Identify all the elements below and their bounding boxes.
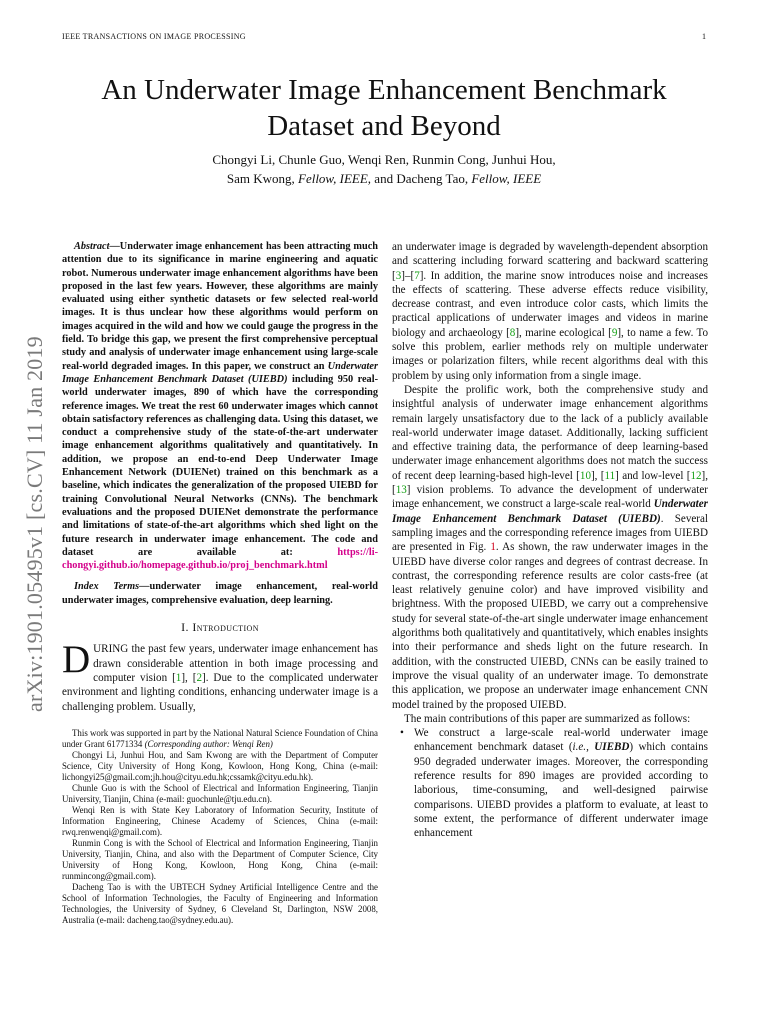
arxiv-stamp: arXiv:1901.05495v1 [cs.CV] 11 Jan 2019	[22, 336, 47, 712]
footnotes	[62, 728, 378, 926]
paragraph: Despite the prolific work, both the comprehensive study and insightful analysis of underwater image enhancement algorithms remain largely unsatisfactory due to the lack of a publicly available real-world underwater image dataset. Additionally, lacking sufficient and effective training data, the performance of deep learning-based underwater image enhancement algorithms does not match the success of recent deep learning-based high-level [10], [11] and low-level [12], [13] vision problems. To advance the development of underwater image enhancement, we construct a large-scale real-world Underwater Image Enhancement Benchmark Dataset (UIEBD). Several sampling images and the corresponding reference images from UIEBD are presented in Fig. 1. As shown, the raw underwater images in the UIEBD have diverse color ranges and degrees of contrast decrease. In contrast, the corresponding reference results are color casts-free (at least relatively genuine color) and have improved visibility and brightness. With the proposed UIEBD, we carry out a comprehensive study for several state-of-the-art single underwater image enhancement algorithms both qualitatively and quantitatively, which enables insights into their performance and sheds light on the future research. In addition, with the constructed UIEBD, CNNs can be easily trained to improve the visual quality of an underwater image. To demonstrate this application, we propose an underwater image enhancement CNN model trained by the proposed UIEBD.	[392, 383, 709, 711]
citation-link[interactable]: 12	[690, 469, 702, 482]
title-line-1: An Underwater Image Enhancement Benchmark	[101, 74, 667, 106]
citation-link[interactable]: 9	[611, 326, 618, 339]
journal-header: IEEE TRANSACTIONS ON IMAGE PROCESSING	[62, 32, 246, 41]
section-heading-introduction: I. Introduction	[181, 620, 259, 635]
drop-cap: D	[62, 638, 91, 682]
title-line-2: Dataset and Beyond	[267, 110, 501, 142]
author-list	[60, 150, 708, 188]
page-number: 1	[702, 32, 707, 41]
right-column	[392, 240, 708, 840]
footnote: Dacheng Tao is with the UBTECH Sydney Artificial Intelligence Centre and the School of Information Technologies, the Faculty of Engineering and Information Technologies, the University of Sydney, 6 Cleveland St, Darlington, NSW 2008, Australia (e-mail: dacheng.tao@sydney.edu.au).	[62, 881, 378, 925]
footnote: Chongyi Li, Junhui Hou, and Sam Kwong are with the Department of Computer Science, City University of Hong Kong, Kowloon, Hong Kong, China (e-mail: lichongyi25@gmail.com;jh.hou@cityu.edu.hk;cssamk@cityu.edu.hk).	[62, 749, 378, 782]
footnote: Runmin Cong is with the School of Electrical and Information Engineering, Tianjin University, Tianjin, China, and also with the Department of Computer Science, City University of Hong Kong, Kowloon, Hong Kong, China (e-mail: runmincong@gmail.com).	[62, 837, 378, 881]
authors-line-1: Chongyi Li, Chunle Guo, Wenqi Ren, Runmin Cong, Junhui Hou,	[212, 152, 556, 167]
figure-link[interactable]: 1	[490, 541, 496, 554]
footnote: Chunle Guo is with the School of Electrical and Information Engineering, Tianjin University, Tianjin, China (e-mail: guochunle@tju.edu.cn).	[62, 782, 378, 804]
paragraph: an underwater image is degraded by wavelength-dependent absorption and scattering including forward scattering and backward scattering [3]–[7]. In addition, the marine snow introduces noise and increases the effects of scattering. These adverse effects reduce visibility, decrease contrast, and even introduce color casts, which limits the practical applications of underwater images and videos in marine biology and archaeology [8], marine ecological [9], to name a few. To solve this problem, earlier methods rely on multiple underwater images or polarization filters, while recent algorithms deal with this problem by using only information from a single image.	[392, 241, 709, 382]
contribution-bullet: • We construct a large-scale real-world underwater image enhancement benchmark dataset (i.e., UIEBD) which contains 950 degraded underwater images. Moreover, the corresponding reference results for 890 images are provided according to laborious, time-consuming, and well-designed pairwise comparisons. UIEBD provides a platform to evaluate, at least to some extent, the performance of different underwater image enhancement	[400, 727, 708, 840]
citation-link[interactable]: 8	[509, 326, 516, 339]
left-column	[62, 240, 378, 926]
paragraph: The main contributions of this paper are summarized as follows:	[404, 712, 691, 725]
citation-link[interactable]: 1	[175, 671, 182, 684]
abstract: Abstract—Underwater image enhancement has been attracting much attention due to its significance in marine engineering and aquatic robot. Numerous underwater image enhancement algorithms have been proposed in the last few years. However, these algorithms are mainly evaluated using either synthetic datasets or few selected real-world images. It is thus unclear how these algorithms would perform on images acquired in the wild and how we could gauge the progress in the field. To bridge this gap, we present the first comprehensive perceptual study and analysis of underwater image enhancement using large-scale real-world degraded images. In this paper, we construct an Underwater Image Enhancement Benchmark Dataset (UIEBD) including 950 real-world underwater images, 890 of which have the corresponding reference images. We treat the rest 60 underwater images which cannot obtain satisfactory references as challenging data. Using this dataset, we conduct a comprehensive study of the state-of-the-art underwater image enhancement algorithms qualitatively and quantitatively. In addition, we propose an end-to-end Deep Underwater Image Enhancement Network (DUIENet) trained on this benchmark as a baseline, which indicates the generalization of the proposed UIEBD for training Convolutional Neural Networks (CNNs). The benchmark evaluations and the proposed DUIENet demonstrate the performance and limitations of state-of-the-art algorithms which shed light on the future research in underwater image enhancement. The code and dataset are available at: https://li-chongyi.github.io/homepage.github.io/proj_benchmark.html	[62, 241, 378, 572]
paper-title	[60, 72, 708, 144]
footnote: Wenqi Ren is with State Key Laboratory of Information Security, Institute of Information Engineering, Chinese Academy of Sciences, China (e-mail: rwq.renwenqi@gmail.com).	[62, 804, 378, 837]
authors-line-2: Sam Kwong, Fellow, IEEE, and Dacheng Tao, Fellow, IEEE	[226, 171, 542, 186]
citation-link[interactable]: 11	[604, 469, 616, 482]
citation-link[interactable]: 3	[395, 269, 402, 282]
intro-paragraph: DURING the past few years, underwater image enhancement has drawn considerable attention in both image processing and computer vision [1], [2]. Due to the complicated underwater environment and lighting conditions, enhancing underwater image is a challenging problem. Usually,	[62, 638, 379, 713]
footnote: This work was supported in part by the National Natural Science Foundation of China under Grant 61771334 (Corresponding author: Wenqi Ren)	[62, 727, 378, 749]
citation-link[interactable]: 7	[414, 269, 420, 282]
project-link[interactable]: https://li-chongyi.github.io/homepage.github.io/proj_benchmark.html	[62, 546, 378, 572]
citation-link[interactable]: 10	[579, 469, 591, 482]
index-terms: Index Terms—underwater image enhancement, real-world underwater images, comprehensive evaluation, deep learning.	[62, 581, 378, 606]
citation-link[interactable]: 13	[395, 484, 407, 497]
bullet-icon: •	[400, 727, 404, 740]
citation-link[interactable]: 2	[196, 671, 203, 684]
